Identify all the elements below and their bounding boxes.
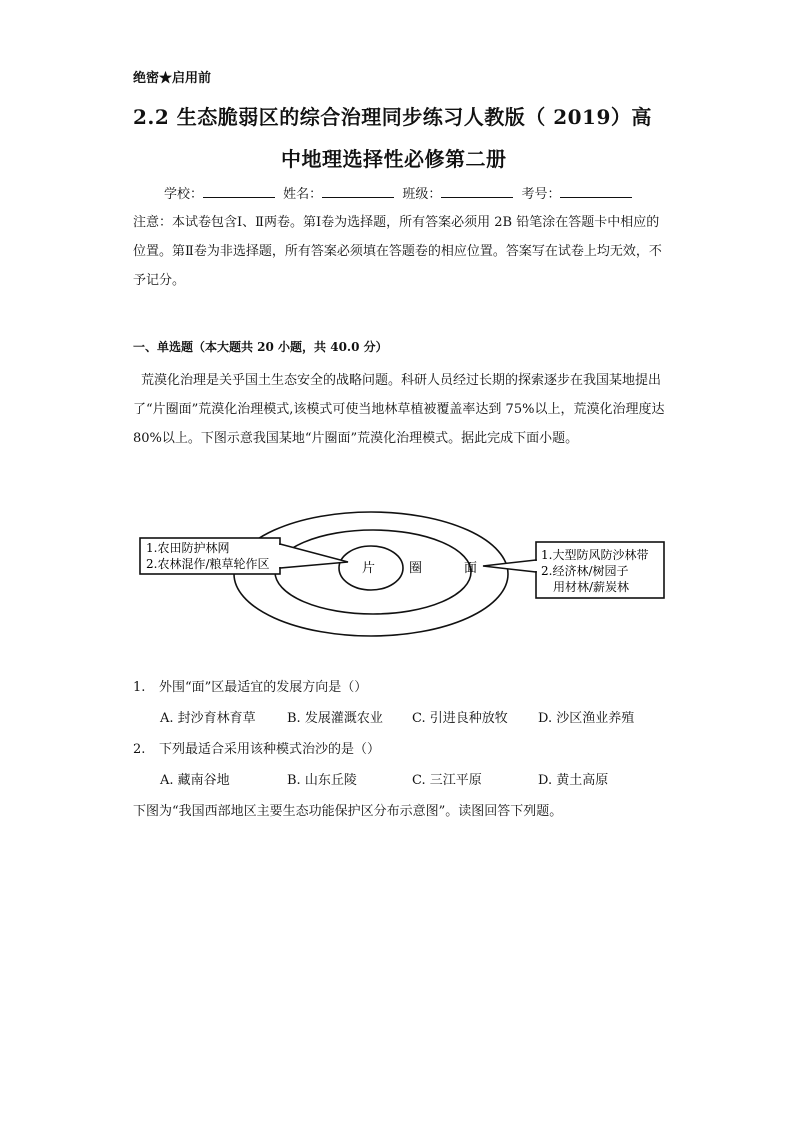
- right-callout-line2: 2.经济林/树园子: [541, 564, 629, 578]
- right-callout-line3: 用材林/薪炭林: [553, 580, 630, 594]
- q2-option-a[interactable]: A. 藏南谷地: [160, 773, 230, 788]
- question-1-number: 1.: [133, 680, 146, 695]
- q1-option-b[interactable]: B. 发展灌溉农业: [287, 711, 383, 726]
- section-title: 一、单选题（本大题共 20 小题，共 40.0 分）: [133, 340, 388, 354]
- question-1-text: 外围“面”区最适宜的发展方向是（）: [159, 680, 368, 695]
- doc-title-line1: 2.2 生态脆弱区的综合治理同步练习人教版（ 2019）高: [133, 105, 652, 129]
- name-blank[interactable]: [322, 185, 394, 198]
- left-callout-line2: 2.农林混作/粮草轮作区: [146, 557, 270, 571]
- exam-note: 注意：本试卷包含Ⅰ、Ⅱ两卷。第Ⅰ卷为选择题，所有答案必须用 2B 铅笔涂在答题卡中相应的位置。第Ⅱ卷为非选择题，所有答案必须填在答题卷的相应位置。答案写在试卷上均无效，不予记分。: [133, 215, 662, 288]
- intro-paragraph: 荒漠化治理是关乎国土生态安全的战略问题。科研人员经过长期的探索逐步在我国某地提出了“片圈面”荒漠化治理模式,该模式可使当地林草植被覆盖率达到 75%以上，荒漠化治理度达 80%以上。下图示意我国某地“片圈面”荒漠化治理模式。据此完成下面小题。: [133, 373, 665, 446]
- q1-option-c[interactable]: C. 引进良种放牧: [412, 711, 508, 726]
- outer-label-mian: 面: [464, 561, 478, 576]
- left-callout-pointer: [280, 544, 348, 568]
- student-info-fields: [164, 183, 636, 202]
- school-label: 学校：: [164, 187, 204, 202]
- left-callout-line1: 1.农田防护林网: [146, 541, 230, 555]
- name-label: 姓名：: [283, 187, 323, 202]
- q1-option-d[interactable]: D. 沙区渔业养殖: [538, 711, 635, 726]
- pian-quan-mian-diagram: [138, 502, 668, 647]
- q2-option-d[interactable]: D. 黄土高原: [538, 773, 609, 788]
- exam-no-label: 考号：: [521, 187, 561, 202]
- right-callout-line1: 1.大型防风防沙林带: [541, 548, 649, 562]
- question-2: [133, 738, 380, 757]
- next-question-intro: 下图为“我国西部地区主要生态功能保护区分布示意图”。读图回答下列题。: [133, 804, 563, 819]
- question-1: [133, 676, 367, 695]
- school-blank[interactable]: [203, 185, 275, 198]
- right-callout-pointer: [483, 560, 536, 572]
- exam-no-blank[interactable]: [560, 185, 632, 198]
- q1-option-a[interactable]: A. 封沙育林育草: [160, 711, 256, 726]
- question-2-text: 下列最适合采用该种模式治沙的是（）: [159, 742, 381, 757]
- middle-label-quan: 圈: [409, 561, 423, 576]
- inner-label-pian: 片: [362, 561, 376, 576]
- confidential-label: 绝密★启用前: [133, 71, 212, 86]
- doc-title-line2: 中地理选择性必修第二册: [281, 147, 507, 171]
- q2-option-b[interactable]: B. 山东丘陵: [287, 773, 357, 788]
- class-label: 班级：: [402, 187, 442, 202]
- question-2-number: 2.: [133, 742, 146, 757]
- q2-option-c[interactable]: C. 三江平原: [412, 773, 482, 788]
- class-blank[interactable]: [441, 185, 513, 198]
